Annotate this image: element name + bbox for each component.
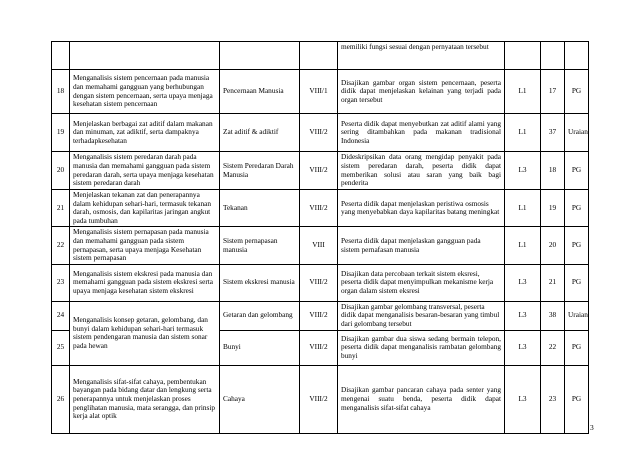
materi-cell: Bunyi bbox=[220, 330, 300, 365]
kd-cell bbox=[70, 42, 220, 70]
kelas-cell: VIII/2 bbox=[300, 190, 338, 227]
materi-cell: Zat aditif & adiktif bbox=[220, 114, 300, 152]
level-cell: L1 bbox=[505, 70, 541, 114]
no-cell: 22 bbox=[52, 227, 70, 264]
nomor-cell: 18 bbox=[541, 152, 565, 190]
level-cell: L1 bbox=[505, 227, 541, 264]
kd-cell: Menganalisis sistem ekskresi pada manusia dan memahami gangguan pada sistem ekskresi serta upaya menjaga kesehatan sistem ekskresi bbox=[70, 264, 220, 301]
nomor-cell: 37 bbox=[541, 114, 565, 152]
kd-cell: Menganalisis sistem peredaran darah pada manusia dan memahami gangguan pada sistem peredaran darah, serta upaya menjaga kesehatan sistem peredaran darah bbox=[70, 152, 220, 190]
nomor-cell: 17 bbox=[541, 70, 565, 114]
nomor-cell: 38 bbox=[541, 301, 565, 330]
kelas-cell: VIII/2 bbox=[300, 114, 338, 152]
no-cell: 25 bbox=[52, 330, 70, 365]
bentuk-cell: PG bbox=[565, 190, 589, 227]
bentuk-cell: PG bbox=[565, 330, 589, 365]
kelas-cell bbox=[300, 42, 338, 70]
indikator-cell: memiliki fungsi sesuai dengan pernyataan tersebut bbox=[338, 42, 505, 70]
indikator-cell: Peserta didik dapat menyebutkan zat aditif alami yang sering ditambahkan pada makanan tradisional Indonesia bbox=[338, 114, 505, 152]
kd-cell: Menganalisis konsep getaran, gelombang, dan bunyi dalam kehidupan sehari-hari termasuk sistem pendengaran manusia dan sistem sonar pada hewan bbox=[70, 301, 220, 365]
kelas-cell: VIII/2 bbox=[300, 330, 338, 365]
indikator-cell: Disajikan data percobaan terkait sistem eksresi, peserta didik dapat menyimpulkan mekanisme kerja organ dalam sistem eksresi bbox=[338, 264, 505, 301]
level-cell: L3 bbox=[505, 264, 541, 301]
kelas-cell: VIII/1 bbox=[300, 70, 338, 114]
no-cell: 19 bbox=[52, 114, 70, 152]
table-row bbox=[52, 227, 589, 264]
level-cell: L3 bbox=[505, 330, 541, 365]
table-row bbox=[52, 365, 589, 433]
materi-cell: Tekanan bbox=[220, 190, 300, 227]
table-row bbox=[52, 114, 589, 152]
table-row bbox=[52, 264, 589, 301]
kelas-cell: VIII/2 bbox=[300, 264, 338, 301]
no-cell: 18 bbox=[52, 70, 70, 114]
table-row bbox=[52, 152, 589, 190]
bentuk-cell: PG bbox=[565, 152, 589, 190]
kelas-cell: VIII bbox=[300, 227, 338, 264]
indikator-cell: Peserta didik dapat menjelaskan gangguan pada sistem pernafasan manusia bbox=[338, 227, 505, 264]
no-cell: 21 bbox=[52, 190, 70, 227]
indikator-cell: Disajikan gambar gelombang transversal, peserta didik dapat menganalisis besaran-besaran yang timbul dari gelombang tersebut bbox=[338, 301, 505, 330]
nomor-cell: 22 bbox=[541, 330, 565, 365]
table-row bbox=[52, 190, 589, 227]
bentuk-cell: PG bbox=[565, 365, 589, 433]
kd-cell: Menjelaskan berbagai zat aditif dalam makanan dan minuman, zat adiktif, serta dampaknya terhadapkesehatan bbox=[70, 114, 220, 152]
bentuk-cell: PG bbox=[565, 227, 589, 264]
indikator-cell: Disajikan gambar dua siswa sedang bermain telepon, peserta didik dapat menganalisis rambatan gelombang bunyi bbox=[338, 330, 505, 365]
kelas-cell: VIII/2 bbox=[300, 365, 338, 433]
level-cell: L3 bbox=[505, 301, 541, 330]
indikator-cell: Disajikan gambar pancaran cahaya pada senter yang mengenai suatu benda, peserta didik dapat menganalisis sifat-sifat cahaya bbox=[338, 365, 505, 433]
materi-cell: Sistem ekskresi manusia bbox=[220, 264, 300, 301]
level-cell: L3 bbox=[505, 152, 541, 190]
nomor-cell bbox=[541, 42, 565, 70]
kd-cell: Menjelaskan tekanan zat dan penerapannya dalam kehidupan sehari-hari, termasuk tekanan darah, osmosis, dan kapilaritas jaringan angkut pada tumbuhan bbox=[70, 190, 220, 227]
indikator-cell: Disajikan gambar organ sistem pencernaan, peserta didik dapat menjelaskan kelainan yang terjadi pada organ tersebut bbox=[338, 70, 505, 114]
kd-cell: Menganalisis sistem pernapasan pada manusia dan memahami gangguan pada sistem pernapasan, serta upaya menjaga Kesehatan sistem pernapasan bbox=[70, 227, 220, 264]
materi-cell: Sistem pernapasan manusia bbox=[220, 227, 300, 264]
no-cell: 26 bbox=[52, 365, 70, 433]
materi-cell: Cahaya bbox=[220, 365, 300, 433]
no-cell: 20 bbox=[52, 152, 70, 190]
page-number: 3 bbox=[590, 423, 594, 432]
bentuk-cell: Uraian bbox=[565, 114, 589, 152]
kd-cell: Menganalisis sistem pencernaan pada manusia dan memahami gangguan yang berhubungan dengan sistem pencernaan, serta upaya menjaga kesehatan sistem pencernaan bbox=[70, 70, 220, 114]
indikator-cell: Dideskripsikan data orang mengidap penyakit pada sistem peredaran darah, peserta didik dapat memberikan solusi atau saran yang baik bagi penderita bbox=[338, 152, 505, 190]
kisi-kisi-table bbox=[51, 41, 589, 434]
table-row bbox=[52, 42, 589, 70]
kelas-cell: VIII/2 bbox=[300, 301, 338, 330]
kelas-cell: VIII/2 bbox=[300, 152, 338, 190]
no-cell bbox=[52, 42, 70, 70]
bentuk-cell: Uraian bbox=[565, 301, 589, 330]
nomor-cell: 23 bbox=[541, 365, 565, 433]
bentuk-cell: PG bbox=[565, 264, 589, 301]
no-cell: 24 bbox=[52, 301, 70, 330]
nomor-cell: 19 bbox=[541, 190, 565, 227]
level-cell: L1 bbox=[505, 190, 541, 227]
materi-cell bbox=[220, 42, 300, 70]
bentuk-cell: PG bbox=[565, 70, 589, 114]
table-row bbox=[52, 301, 589, 330]
nomor-cell: 20 bbox=[541, 227, 565, 264]
level-cell bbox=[505, 42, 541, 70]
indikator-cell: Peserta didik dapat menjelaskan peristiwa osmosis yang menyebabkan daya kapilaritas batang meningkat bbox=[338, 190, 505, 227]
materi-cell: Getaran dan gelombang bbox=[220, 301, 300, 330]
no-cell: 23 bbox=[52, 264, 70, 301]
level-cell: L3 bbox=[505, 365, 541, 433]
level-cell: L1 bbox=[505, 114, 541, 152]
bentuk-cell bbox=[565, 42, 589, 70]
materi-cell: Sistem Peredaran Darah Manusia bbox=[220, 152, 300, 190]
nomor-cell: 21 bbox=[541, 264, 565, 301]
materi-cell: Pencernaan Manusia bbox=[220, 70, 300, 114]
table-row bbox=[52, 70, 589, 114]
kd-cell: Menganalisis sifat-sifat cahaya, pembentukan bayangan pada bidang datar dan lengkung serta penerapannya untuk menjelaskan proses penglihatan manusia, mata serangga, dan prinsip kerja alat optik bbox=[70, 365, 220, 433]
